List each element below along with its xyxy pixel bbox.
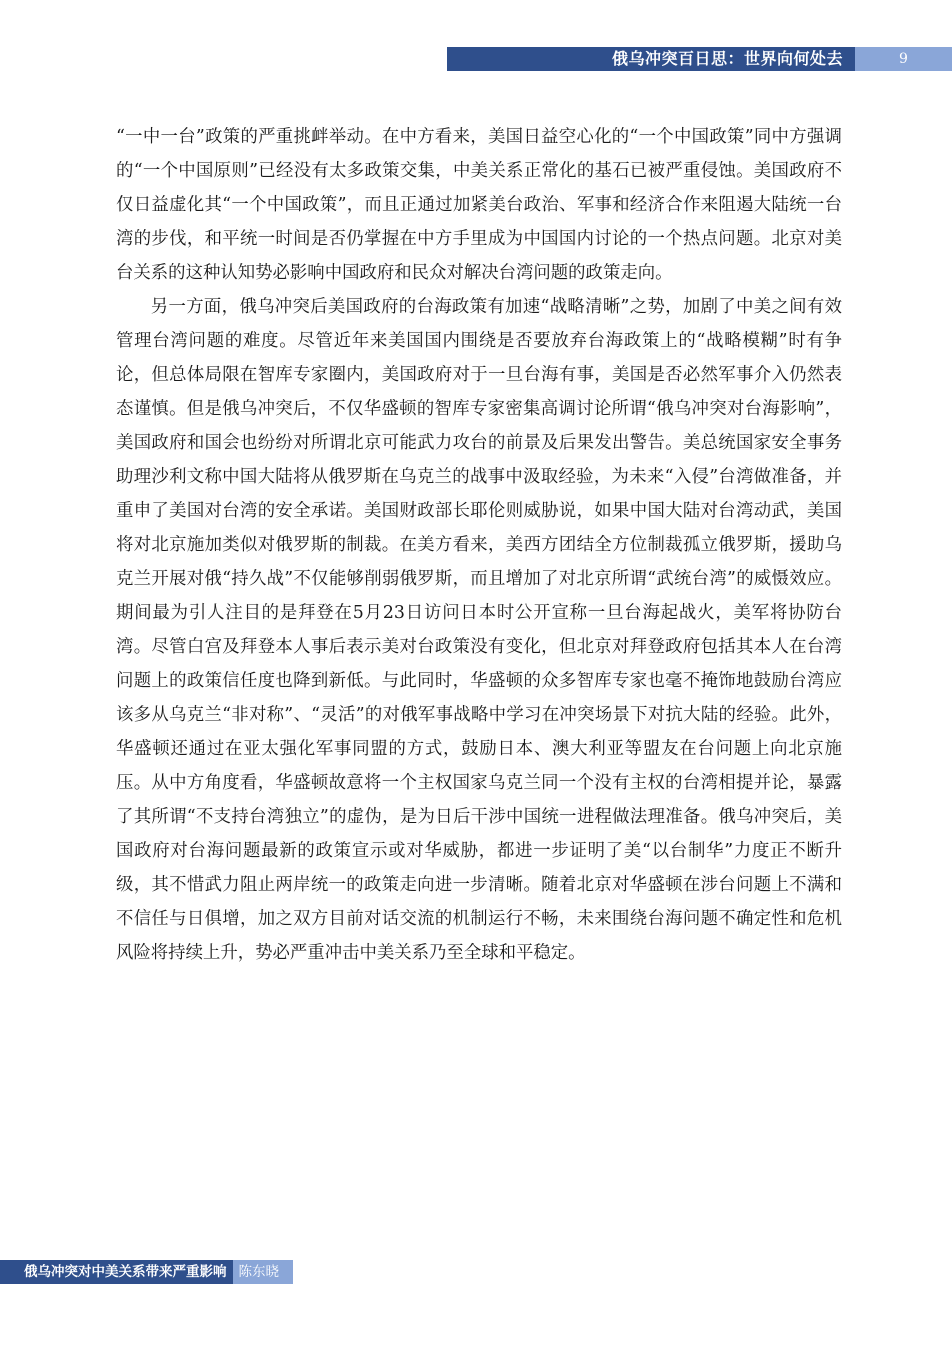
footer-article-title: 俄乌冲突对中美关系带来严重影响 bbox=[0, 1260, 233, 1284]
paragraph: 另一方面，俄乌冲突后美国政府的台海政策有加速“战略清晰”之势，加剧了中美之间有效管理台湾问题的难度。尽管近年来美国国内围绕是否要放弃台海政策上的“战略模糊”时有争论，但总体局限在智库专家圈内，美国政府对于一旦台海有事，美国是否必然军事介入仍然表态谨慎。但是俄乌冲突后，不仅华盛顿的智库专家密集高调讨论所谓“俄乌冲突对台海影响”，美国政府和国会也纷纷对所谓北京可能武力攻台的前景及后果发出警告。美总统国家安全事务助理沙利文称中国大陆将从俄罗斯在乌克兰的战事中汲取经验，为未来“入侵”台湾做准备，并重申了美国对台湾的安全承诺。美国财政部长耶伦则威胁说，如果中国大陆对台湾动武，美国将对北京施加类似对俄罗斯的制裁。在美方看来，美西方团结全方位制裁孤立俄罗斯，援助乌克兰开展对俄“持久战”不仅能够削弱俄罗斯，而且增加了对北京所谓“武统台湾”的威慑效应。期间最为引人注目的是拜登在5月23日访问日本时公开宣称一旦台海起战火，美军将协防台湾。尽管白宫及拜登本人事后表示美对台政策没有变化，但北京对拜登政府包括其本人在台湾问题上的政策信任度也降到新低。与此同时，华盛顿的众多智库专家也毫不掩饰地鼓励台湾应该多从乌克兰“非对称”、“灵活”的对俄军事战略中学习在冲突场景下对抗大陆的经验。此外，华盛顿还通过在亚太强化军事同盟的方式，鼓励日本、澳大利亚等盟友在台问题上向北京施压。从中方角度看，华盛顿故意将一个主权国家乌克兰同一个没有主权的台湾相提并论，暴露了其所谓“不支持台湾独立”的虚伪，是为日后干涉中国统一进程做法理准备。俄乌冲突后，美国政府对台海问题最新的政策宣示或对华威胁，都进一步证明了美“以台制华”力度正不断升级，其不惜武力阻止两岸统一的政策走向进一步清晰。随着北京对华盛顿在涉台问题上不满和不信任与日俱增，加之双方目前对话交流的机制运行不畅，未来围绕台海问题不确定性和危机风险将持续上升，势必严重冲击中美关系乃至全球和平稳定。 bbox=[116, 297, 842, 963]
article-body bbox=[116, 120, 842, 970]
running-footer bbox=[0, 1260, 293, 1284]
paragraph-continued: “一中一台”政策的严重挑衅举动。在中方看来，美国日益空心化的“一个中国政策”同中方强调的“一个中国原则”已经没有太多政策交集，中美关系正常化的基石已被严重侵蚀。美国政府不仅日益虚化其“一个中国政策”，而且正通过加紧美台政治、军事和经济合作来阻遏大陆统一台湾的步伐，和平统一时间是否仍掌握在中方手里成为中国国内讨论的一个热点问题。北京对美台关系的这种认知势必影响中国政府和民众对解决台湾问题的政策走向。 bbox=[116, 127, 842, 283]
page-number: 9 bbox=[855, 47, 952, 71]
running-header-title: 俄乌冲突百日思：世界向何处去 bbox=[447, 47, 855, 71]
footer-author: 陈东晓 bbox=[233, 1260, 294, 1284]
